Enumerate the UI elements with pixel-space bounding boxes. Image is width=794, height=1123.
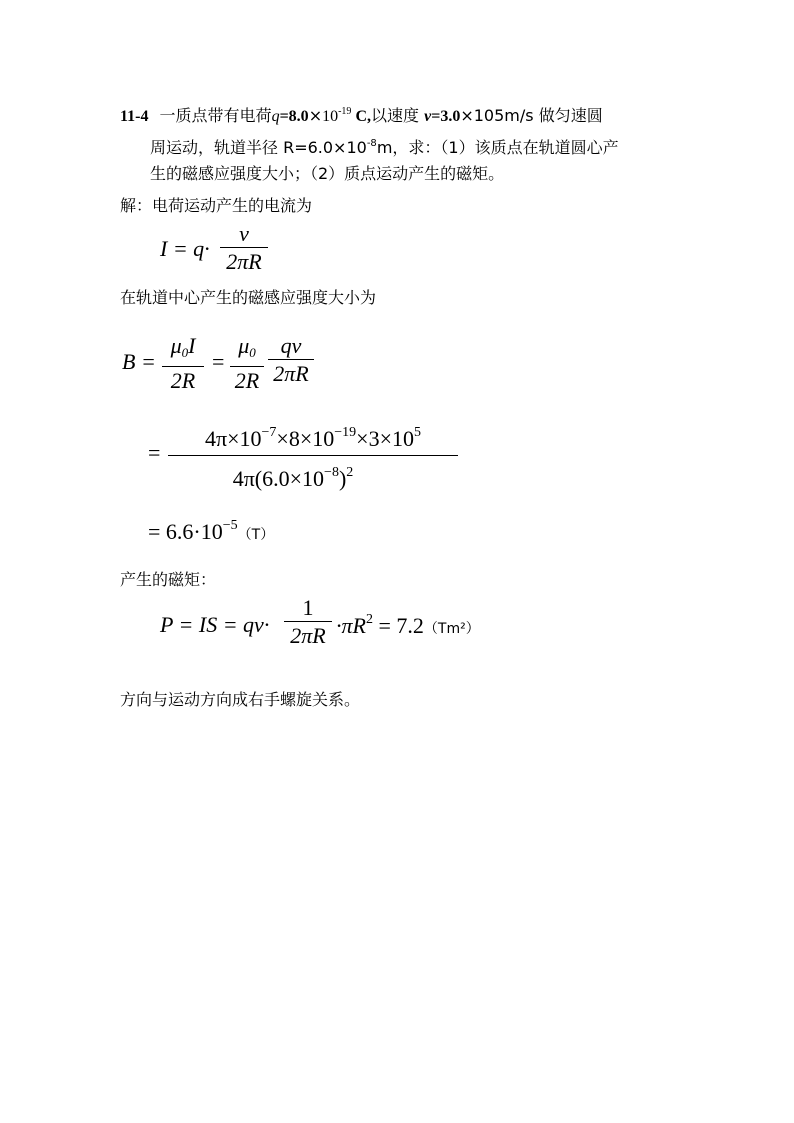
conclusion: 方向与运动方向成右手螺旋关系。 [120, 690, 361, 709]
mu-subscript: 0 [181, 345, 189, 360]
eq3-num-exp1: −7 [261, 425, 277, 440]
eq5-pi-r: ·πR [336, 613, 366, 638]
q-unit: C, [351, 108, 371, 125]
radius-exponent: -8 [366, 138, 377, 149]
eq3-numerator [168, 418, 458, 456]
eq2-f1-denominator: 2R [170, 368, 196, 393]
mu-subscript-2: 0 [249, 345, 256, 360]
eq3-num-exp3: 5 [413, 425, 421, 440]
eq5-unit: （Tm²） [423, 621, 480, 637]
v-symbol: v [424, 108, 432, 125]
eq1-lhs: I = q· [160, 236, 210, 261]
eq2-lhs: B = [122, 349, 156, 374]
eq2-f3-numerator: qv [268, 334, 314, 360]
v-value: =3.0 [431, 108, 461, 125]
problem-text-3: 做匀速圆 [538, 106, 603, 125]
eq2-equals: = [212, 349, 225, 374]
eq2-f2-denominator: 2R [234, 368, 260, 393]
problem-line-2-text: 周运动，轨道半径 R=6.0×10 [150, 138, 367, 157]
eq5-denominator: 2πR [290, 623, 326, 648]
q-value: =8.0 [279, 108, 309, 125]
problem-line-3-text: 生的磁感应强度大小；（2）质点运动产生的磁矩。 [150, 164, 505, 183]
eq2-f2-numerator [230, 334, 264, 367]
eq5-exponent: 2 [365, 612, 373, 627]
times-sign: × [308, 106, 323, 125]
ten: 10 [322, 108, 339, 125]
eq5-lhs: P = IS = qv· [160, 612, 270, 637]
eq1-numerator: v [220, 222, 268, 248]
problem-line-2 [150, 134, 619, 158]
equation-field [120, 334, 340, 394]
eq5-rhs [336, 612, 480, 639]
problem-text: 一质点带有电荷 [159, 106, 272, 125]
eq5-numerator: 1 [284, 596, 332, 622]
moment-label: 产生的磁矩： [120, 570, 217, 589]
problem-number: 11-4 [120, 108, 149, 125]
eq3-den-exp1: −8 [324, 465, 339, 480]
problem-line-2-rest: m，求：（1）该质点在轨道圆心产 [376, 138, 619, 157]
eq1-fraction [220, 222, 268, 274]
center-field-text: 在轨道中心产生的磁感应强度大小为 [120, 288, 377, 307]
solution-intro: 解：电荷运动产生的电流为 [120, 196, 313, 215]
mu-symbol: μ [170, 333, 182, 358]
eq3-den-part1: 4π(6.0×10 [232, 466, 325, 491]
eq3-num-exp2: −19 [334, 425, 357, 440]
eq3-den-paren: ) [338, 466, 347, 491]
equation-field-result [148, 518, 274, 545]
problem-line-3 [150, 164, 504, 184]
eq4-unit: （T） [237, 527, 275, 543]
eq5-fraction [284, 596, 332, 648]
mu-symbol-2: μ [238, 333, 250, 358]
equation-substitution [146, 418, 466, 492]
eq2-f1-numerator [162, 334, 204, 367]
eq2-fraction-3 [268, 334, 314, 386]
eq5-result: = 7.2 [372, 613, 424, 638]
eq3-num-part2: ×8×10 [276, 426, 335, 451]
problem-text-2: 以速度 [371, 106, 420, 125]
eq3-fraction [168, 418, 458, 494]
current-symbol: I [188, 333, 196, 358]
eq2-f3-denominator: 2πR [273, 361, 309, 386]
problem-line-1 [120, 102, 603, 127]
equation-moment [160, 596, 540, 658]
q-symbol: q [271, 108, 280, 125]
eq4-value: = 6.6·10 [148, 519, 223, 544]
eq3-den-exp2: 2 [346, 465, 354, 480]
eq1-denominator: 2πR [226, 249, 262, 274]
eq4-exponent: −5 [222, 518, 238, 533]
eq2-fraction-2 [230, 334, 264, 393]
equation-current [160, 222, 280, 282]
eq3-equals: = [148, 440, 161, 465]
v-rest: ×105m/s [460, 106, 534, 125]
eq3-num-part1: 4π×10 [205, 426, 262, 451]
eq3-num-part3: ×3×10 [356, 426, 414, 451]
q-exponent: -19 [338, 106, 352, 117]
eq3-denominator [168, 456, 458, 494]
eq2-fraction-1 [162, 334, 204, 393]
